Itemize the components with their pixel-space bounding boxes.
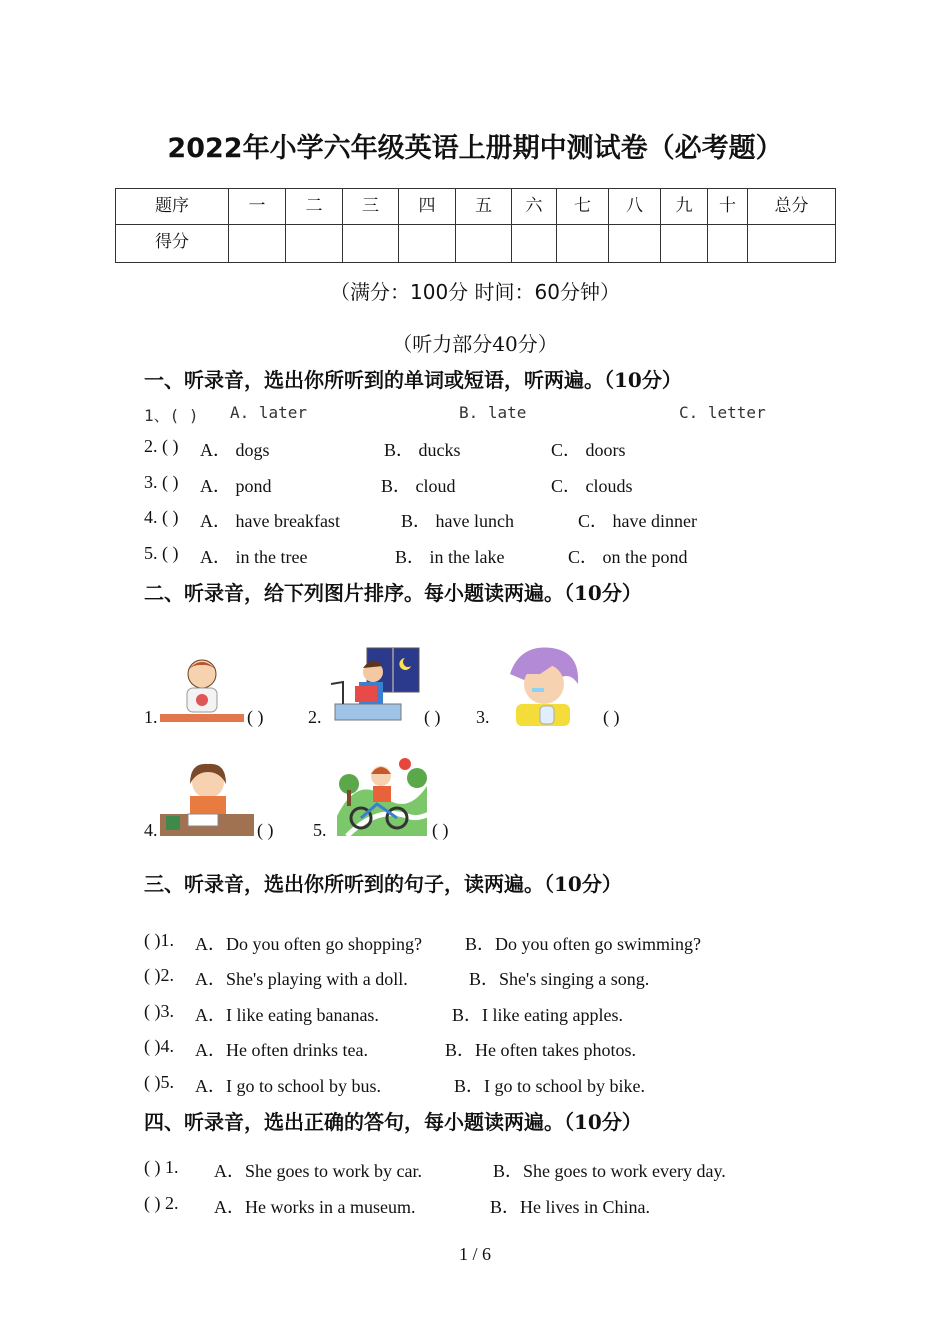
s4-q1-option-b: B．She goes to work every day.: [493, 1161, 726, 1181]
s3-q3-option-b: B．I like eating apples.: [452, 1005, 623, 1025]
score-cell[interactable]: [399, 225, 456, 263]
q2-option-c: C． doors: [551, 440, 626, 460]
table-cell: 六: [512, 189, 557, 225]
s3-q1-option-b: B．Do you often go swimming?: [465, 934, 701, 954]
boy-reading-night-illustration: [325, 646, 421, 726]
s3-q3-option-a: A．I like eating bananas.: [195, 1005, 379, 1025]
score-cell[interactable]: [512, 225, 557, 263]
s4-q2-number: ( ) 2.: [144, 1193, 179, 1213]
blank-2[interactable]: ( ): [424, 707, 441, 727]
table-cell: 一: [229, 189, 286, 225]
blank-4[interactable]: ( ): [257, 820, 274, 840]
table-cell: 五: [456, 189, 512, 225]
q3-option-b: B． cloud: [381, 476, 456, 496]
table-cell: 总分: [748, 189, 836, 225]
q5-option-c: C． on the pond: [568, 547, 688, 567]
section2-title: 二、听录音，给下列图片排序。每小题读两遍。（10分）: [144, 581, 642, 605]
score-cell[interactable]: [661, 225, 708, 263]
picture-label-1: 1.: [144, 707, 158, 727]
s3-q4-option-b: B．He often takes photos.: [445, 1040, 636, 1060]
s3-q5-number: ( )5.: [144, 1072, 174, 1092]
s3-q1-number: ( )1.: [144, 930, 174, 950]
girl-writing-illustration: [160, 762, 256, 838]
section3-title: 三、听录音，选出你所听到的句子，读两遍。（10分）: [144, 872, 622, 896]
q1-option-b: B. late: [459, 403, 527, 422]
q1-option-c: C. letter: [679, 403, 766, 422]
q2-number: 2. ( ): [144, 436, 179, 456]
page-title: 2022年小学六年级英语上册期中测试卷（必考题）: [167, 133, 783, 164]
s3-q4-number: ( )4.: [144, 1036, 174, 1056]
q5-number: 5. ( ): [144, 543, 179, 563]
q4-option-a: A． have breakfast: [200, 511, 340, 531]
q5-option-a: A． in the tree: [200, 547, 308, 567]
score-cell[interactable]: [748, 225, 836, 263]
section1-title: 一、听录音，选出你所听到的单词或短语，听两遍。（10分）: [144, 368, 682, 392]
score-table-header-row: [116, 189, 836, 225]
score-cell[interactable]: [456, 225, 512, 263]
s3-q1-option-a: A．Do you often go shopping?: [195, 934, 422, 954]
blank-1[interactable]: ( ): [247, 707, 264, 727]
girl-brushing-teeth-illustration: [500, 644, 584, 726]
table-cell: 四: [399, 189, 456, 225]
score-table-score-row: [116, 225, 836, 263]
picture-label-4: 4.: [144, 820, 158, 840]
s3-q2-option-b: B．She's singing a song.: [469, 969, 650, 989]
table-cell: 十: [708, 189, 748, 225]
score-cell[interactable]: [229, 225, 286, 263]
q4-number: 4. ( ): [144, 507, 179, 527]
s3-q5-option-a: A．I go to school by bus.: [195, 1076, 381, 1096]
score-table: [115, 188, 836, 263]
q3-option-c: C． clouds: [551, 476, 633, 496]
table-cell: 八: [609, 189, 661, 225]
q5-option-b: B． in the lake: [395, 547, 505, 567]
table-cell: 题序: [116, 189, 229, 225]
listening-part-label: （听力部分40分）: [392, 332, 558, 356]
score-cell[interactable]: [343, 225, 399, 263]
section4-title: 四、听录音，选出正确的答句，每小题读两遍。（10分）: [144, 1110, 642, 1134]
q3-option-a: A． pond: [200, 476, 272, 496]
s3-q2-number: ( )2.: [144, 965, 174, 985]
q1-number: 1、( ): [144, 406, 199, 425]
score-cell[interactable]: [609, 225, 661, 263]
full-marks-note: （满分：100分 时间：60分钟）: [330, 280, 620, 304]
table-cell: 九: [661, 189, 708, 225]
page-number: 1 / 6: [458, 1244, 491, 1264]
score-cell[interactable]: [286, 225, 343, 263]
picture-label-5: 5.: [313, 820, 327, 840]
score-cell[interactable]: [708, 225, 748, 263]
s4-q2-option-b: B．He lives in China.: [490, 1197, 650, 1217]
s4-q1-option-a: A．She goes to work by car.: [214, 1161, 422, 1181]
s3-q3-number: ( )3.: [144, 1001, 174, 1021]
girl-eating-illustration: [160, 656, 244, 724]
s4-q1-number: ( ) 1.: [144, 1157, 179, 1177]
table-cell: 三: [343, 189, 399, 225]
picture-label-3: 3.: [476, 707, 490, 727]
q1-option-a: A. later: [230, 403, 308, 422]
s3-q2-option-a: A．She's playing with a doll.: [195, 969, 408, 989]
s3-q5-option-b: B．I go to school by bike.: [454, 1076, 645, 1096]
blank-3[interactable]: ( ): [603, 707, 620, 727]
score-cell[interactable]: [557, 225, 609, 263]
table-cell: 七: [557, 189, 609, 225]
picture-label-2: 2.: [308, 707, 322, 727]
q2-option-a: A． dogs: [200, 440, 270, 460]
q4-option-b: B． have lunch: [401, 511, 514, 531]
q3-number: 3. ( ): [144, 472, 179, 492]
blank-5[interactable]: ( ): [432, 820, 449, 840]
s4-q2-option-a: A．He works in a museum.: [214, 1197, 416, 1217]
q4-option-c: C． have dinner: [578, 511, 697, 531]
s3-q4-option-a: A．He often drinks tea.: [195, 1040, 368, 1060]
boy-riding-bike-illustration: [337, 756, 429, 836]
q2-option-b: B． ducks: [384, 440, 461, 460]
table-cell: 二: [286, 189, 343, 225]
table-cell: 得分: [116, 225, 229, 263]
